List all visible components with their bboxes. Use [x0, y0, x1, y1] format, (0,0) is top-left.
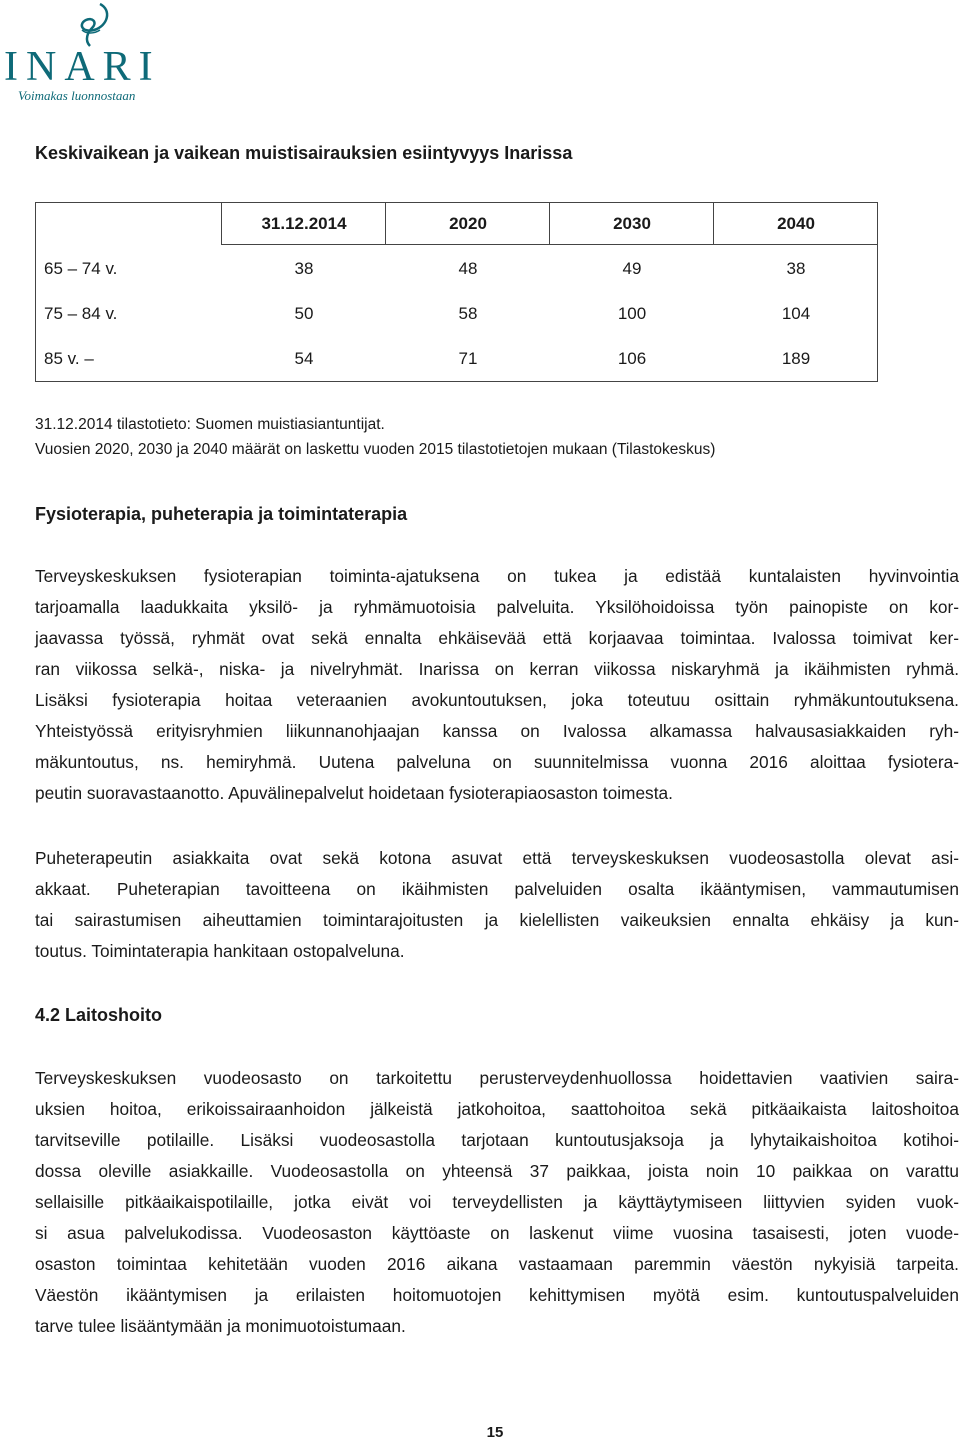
table-title: Keskivaikean ja vaikean muistisairauksien esiintyvyys Inarissa [35, 143, 573, 163]
text-line: Terveyskeskuksen fysioterapian toiminta-ajatuksena on tukea ja edistää kuntalaisten hyvinvointia [35, 566, 959, 586]
table-cell: 38 [294, 259, 314, 278]
text-line: jaavassa työssä, ryhmät ovat sekä ennalta ehkäisevää että korjaavaa toimintaa. Ivalossa toimivat ker- [35, 628, 959, 648]
table-note-source: 31.12.2014 tilastotieto: Suomen muistiasiantuntijat. [35, 416, 385, 433]
table-header-2040: 2040 [777, 214, 815, 233]
text-line: Terveyskeskuksen vuodeosasto on tarkoitettu perusterveydenhuollossa hoidettavien vaativien saira- [35, 1068, 959, 1088]
table-note-projection: Vuosien 2020, 2030 ja 2040 määrät on laskettu vuoden 2015 tilastotietojen mukaan (Tilastokeskus) [35, 441, 716, 458]
table-cell: 38 [786, 259, 806, 278]
table-cell: 100 [617, 304, 647, 323]
text-line: mäkuntoutus, ns. hemiryhmä. Uutena palveluna on suunnitelmissa vuonna 2016 aloittaa fysiotera- [35, 752, 959, 772]
text-line: akkaat. Puheterapian tavoitteena on ikäihmisten palveluiden osalta ikääntymisen, vammautumisen [35, 879, 959, 899]
table-row-label: 65 – 74 v. [44, 259, 118, 278]
section-heading-fysioterapia: Fysioterapia, puheterapia ja toimintaterapia [35, 504, 408, 524]
text-line: tarvitseville potilaille. Lisäksi vuodeosastolla tarjotaan kuntoutusjaksoja ja lyhytaikaishoitoa kotihoi- [35, 1130, 959, 1150]
page-number: 15 [486, 1424, 504, 1441]
table-cell: 54 [294, 349, 314, 368]
table-cell: 106 [617, 349, 647, 368]
text-line: Väestön ikääntymisen ja erilaisten hoitomuotojen kehittymisen myötä esim. kuntoutuspalveluiden [35, 1285, 959, 1305]
text-line: dossa oleville asiakkaille. Vuodeosastolla on yhteensä 37 paikkaa, joista noin 10 paikkaa on varattu [35, 1161, 959, 1181]
logo-tagline: Voimakas luonnostaan [18, 88, 136, 103]
table-row-label: 75 – 84 v. [44, 304, 118, 323]
text-line: ran viikossa selkä-, niska- ja nivelryhmät. Inarissa on kerran viikossa niskaryhmä ja ikäihmisten ryhmä. [35, 659, 959, 679]
logo-wordmark: INARI [4, 44, 161, 90]
text-line: sellaisille pitkäaikaispotilaille, jotka eivät voi terveydellisten ja käyttäytymiseen liittyvien syiden vuok- [35, 1192, 959, 1212]
text-line: tarve tulee lisääntymään ja monimuotoistumaan. [35, 1316, 406, 1336]
text-line: uksien hoitoa, erikoissairaanhoidon jälkeistä jatkohoitoa, saattohoitoa sekä pitkäaikaista laitoshoitoa [35, 1099, 959, 1119]
table-cell: 58 [458, 304, 478, 323]
text-line: si asua palvelukodissa. Vuodeosaston käyttöaste on laskenut viime vuosina tasaisesti, joten vuode- [35, 1223, 959, 1243]
table-cell: 71 [458, 349, 478, 368]
text-line: Puheterapeutin asiakkaita ovat sekä kotona asuvat että terveyskeskuksen vuodeosastolla olevat asi- [35, 848, 959, 868]
table-cell: 189 [781, 349, 811, 368]
table-cell: 104 [781, 304, 811, 323]
text-line: osaston toimintaa kehitetään vuoden 2016 aikana vastaamaan paremmin väestön nykyisiä tarpeita. [35, 1254, 959, 1274]
table-cell: 50 [294, 304, 314, 323]
table-row-label: 85 v. – [44, 349, 94, 368]
table-header-2030: 2030 [613, 214, 651, 233]
text-line: peutin suoravastaanotto. Apuvälinepalvelut hoidetaan fysioterapiaosaston toimesta. [35, 783, 673, 803]
text-line: Yhteistyössä erityisryhmien liikunnanohjaajan kanssa on Ivalossa alkamassa halvausasiakkaiden ryh- [35, 721, 959, 741]
prevalence-table [35, 202, 878, 382]
logo-swirl-icon [60, 0, 120, 48]
text-line: toutus. Toimintaterapia hankitaan ostopalveluna. [35, 941, 405, 961]
table-cell: 48 [458, 259, 478, 278]
inari-logo [0, 0, 190, 110]
section-heading-laitoshoito: 4.2 Laitoshoito [35, 1005, 163, 1025]
paragraph-fysioterapia [35, 561, 959, 809]
paragraph-laitoshoito [35, 1063, 959, 1342]
table-header-2014: 31.12.2014 [261, 214, 347, 233]
table-cell: 49 [622, 259, 642, 278]
text-line: Lisäksi fysioterapia hoitaa veteraanien avokuntoutuksen, joka toteutuu osittain ryhmäkuntoutuksena. [35, 690, 959, 710]
paragraph-puheterapia [35, 843, 959, 967]
text-line: tarjoamalla laadukkaita yksilö- ja ryhmämuotoisia palveluita. Yksilöhoidoissa työn painopiste on kor- [35, 597, 959, 617]
text-line: tai sairastumisen aiheuttamien toimintarajoitusten ja kielellisten vaikeuksien ennalta ehkäisy ja kun- [35, 910, 959, 930]
table-header-2020: 2020 [449, 214, 487, 233]
